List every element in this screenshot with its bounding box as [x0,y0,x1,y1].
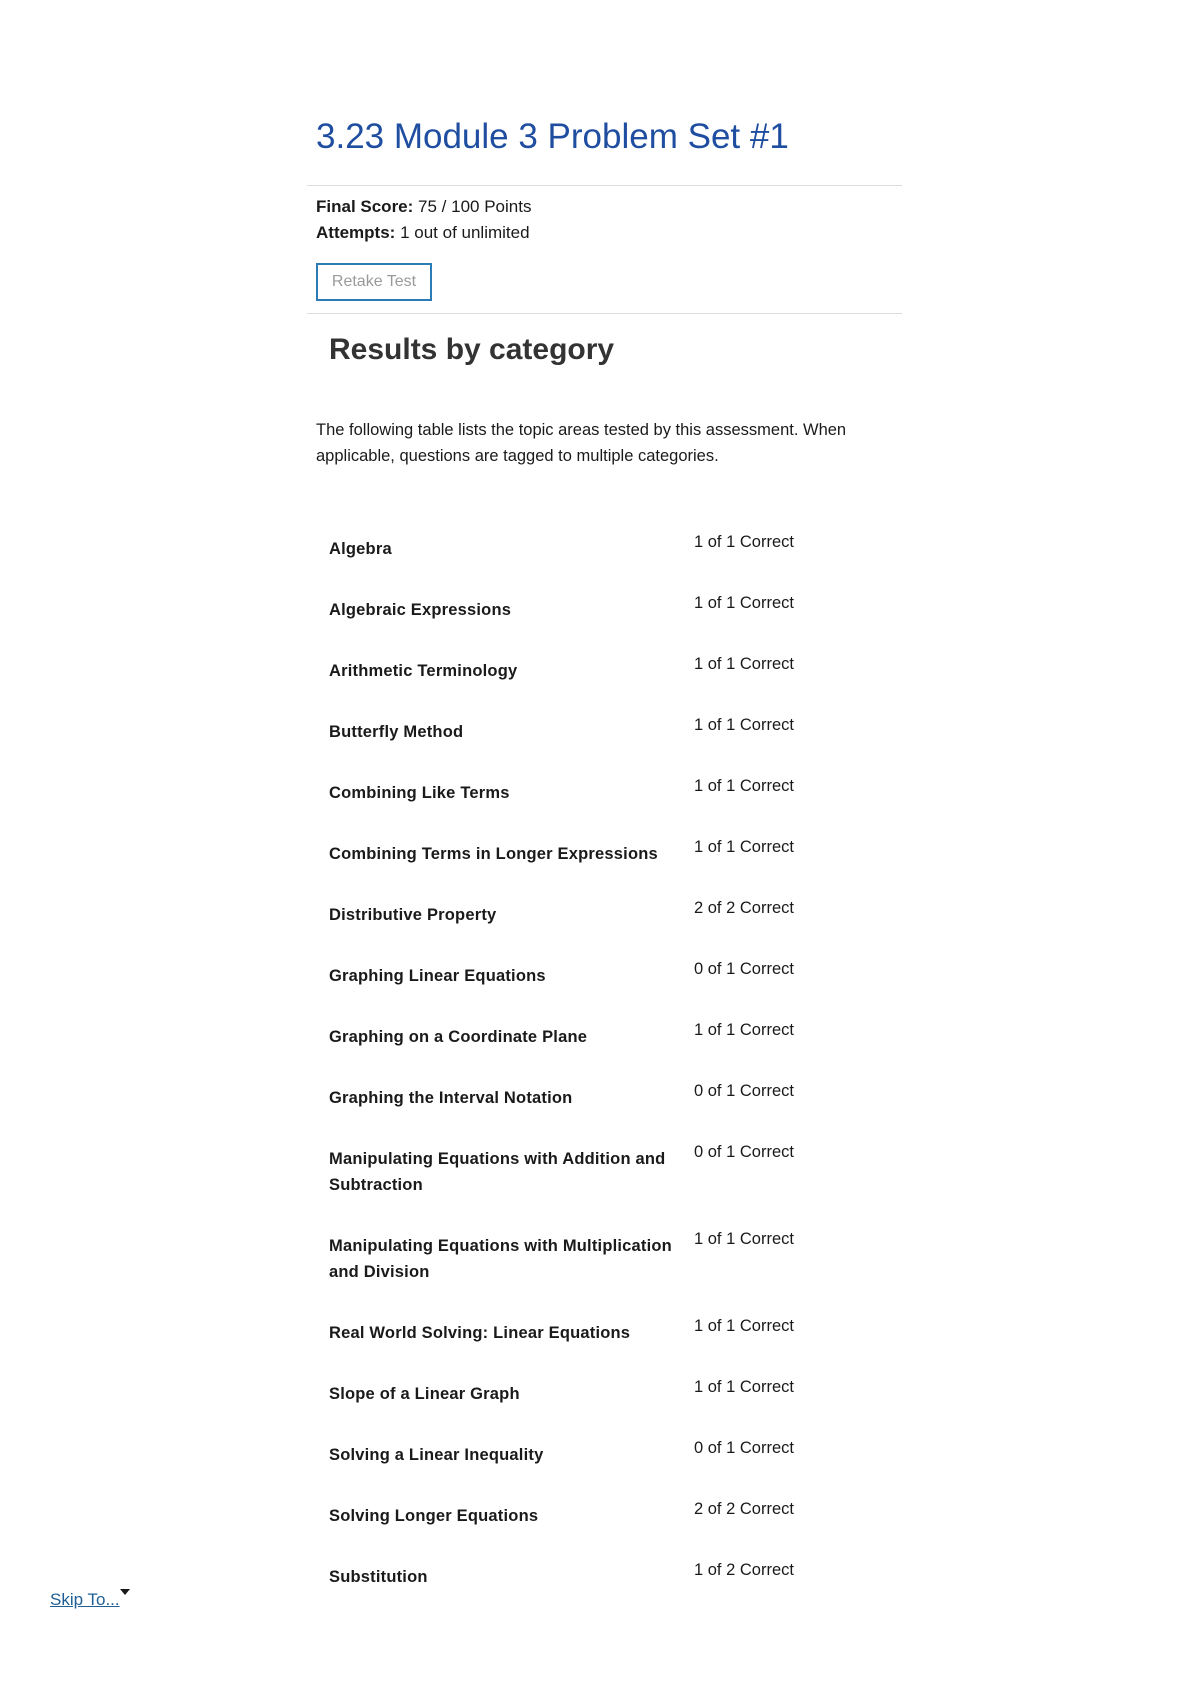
category-score: 0 of 1 Correct [694,960,794,978]
attempts [316,223,530,243]
category-score: 1 of 1 Correct [694,716,794,734]
category-score: 0 of 1 Correct [694,1082,794,1100]
chevron-down-icon[interactable] [120,1589,130,1595]
category-score: 1 of 1 Correct [694,1378,794,1396]
skip-to-link[interactable]: Skip To... [50,1590,120,1609]
summary-divider [307,313,902,314]
category-score: 1 of 1 Correct [694,533,794,551]
results-heading: Results by category [329,333,615,366]
category-name: Distributive Property [329,906,497,924]
final-score-label: Final Score: [316,197,414,216]
category-score: 1 of 1 Correct [694,1230,794,1248]
category-name: Real World Solving: Linear Equations [329,1324,631,1342]
attempts-value: 1 out of unlimited [400,223,530,242]
category-score: 1 of 1 Correct [694,777,794,795]
category-score: 1 of 1 Correct [694,594,794,612]
category-name: Combining Like Terms [329,784,510,802]
final-score [316,197,531,217]
category-score: 2 of 2 Correct [694,899,794,917]
category-score: 1 of 1 Correct [694,655,794,673]
category-name: Arithmetic Terminology [329,662,518,680]
category-score: 1 of 1 Correct [694,1021,794,1039]
category-name: Solving a Linear Inequality [329,1446,544,1464]
title-divider [307,185,902,186]
category-score: 1 of 1 Correct [694,838,794,856]
category-name: Algebraic Expressions [329,601,512,619]
category-score: 1 of 1 Correct [694,1317,794,1335]
category-score: 2 of 2 Correct [694,1500,794,1518]
category-name: Substitution [329,1568,428,1586]
attempts-label: Attempts: [316,223,396,242]
results-intro: The following table lists the topic areas tested by this assessment. When applicable, questions are tagged to multiple categories. [316,421,847,465]
page-title: 3.23 Module 3 Problem Set #1 [316,117,789,156]
category-score: 1 of 2 Correct [694,1561,794,1579]
category-name: Graphing on a Coordinate Plane [329,1028,588,1046]
category-name: Algebra [329,540,392,558]
category-name: Manipulating Equations with Multiplication and Division [329,1237,672,1281]
category-name: Butterfly Method [329,723,464,741]
category-name: Manipulating Equations with Addition and Subtraction [329,1150,666,1194]
category-name: Slope of a Linear Graph [329,1385,520,1403]
final-score-value: 75 / 100 Points [418,197,532,216]
category-score: 0 of 1 Correct [694,1143,794,1161]
category-name: Combining Terms in Longer Expressions [329,845,658,863]
retake-test-button[interactable]: Retake Test [316,263,432,301]
category-score: 0 of 1 Correct [694,1439,794,1457]
category-name: Graphing the Interval Notation [329,1089,573,1107]
category-name: Graphing Linear Equations [329,967,546,985]
category-name: Solving Longer Equations [329,1507,539,1525]
